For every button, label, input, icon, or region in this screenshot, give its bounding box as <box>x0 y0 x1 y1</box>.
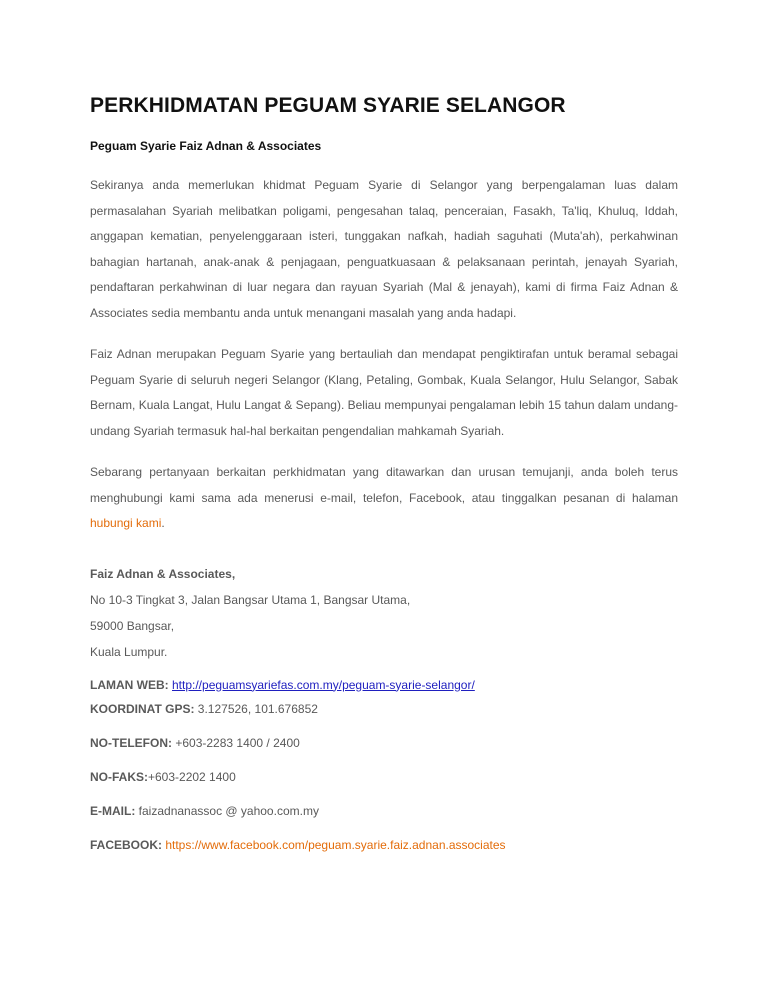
address-block <box>90 561 678 665</box>
fax-label: NO-FAKS: <box>90 769 148 784</box>
telephone-label: NO-TELEFON: <box>90 735 172 750</box>
email-value: faizadnanassoc @ yahoo.com.my <box>138 803 319 818</box>
gps-label: KOORDINAT GPS: <box>90 701 195 716</box>
firm-name: Faiz Adnan & Associates, <box>90 566 236 581</box>
telephone-value: +603-2283 1400 / 2400 <box>175 735 300 750</box>
address-line-1: No 10-3 Tingkat 3, Jalan Bangsar Utama 1, Bangsar Utama, <box>90 592 411 607</box>
facebook-link[interactable]: https://www.facebook.com/peguam.syarie.faiz.adnan.associates <box>165 837 506 852</box>
fax-row <box>90 769 678 785</box>
website-row <box>90 677 678 693</box>
contact-page-link[interactable]: hubungi kami <box>90 516 162 530</box>
page-title: PERKHIDMATAN PEGUAM SYARIE SELANGOR <box>90 94 566 117</box>
fax-value: +603-2202 1400 <box>148 769 236 784</box>
facebook-label: FACEBOOK: <box>90 837 162 852</box>
telephone-row <box>90 735 678 751</box>
email-label: E-MAIL: <box>90 803 136 818</box>
intro-paragraph: Sekiranya anda memerlukan khidmat Peguam Syarie di Selangor yang berpengalaman luas dalam permasalahan Syariah melibatkan poligami, pengesahan talaq, penceraian, Fasakh, Ta'liq, Khuluq, Iddah, anggapan kematian, penyelenggaraan isteri, tunggakan nafkah, hadiah saguhati (Muta'ah), perkahwinan bahagian hartanah, anak-anak & penjagaan, penguatkuasaan & pelaksanaan perintah, jenayah Syariah, pendaftaran perkahwinan di luar negara dan rayuan Syariah (Mal & jenayah), kami di firma Faiz Adnan & Associates sedia membantu anda untuk menangani masalah yang anda hadapi. <box>90 178 678 320</box>
address-line-2: 59000 Bangsar, <box>90 618 175 633</box>
website-link[interactable]: http://peguamsyariefas.com.my/peguam-syarie-selangor/ <box>172 677 475 692</box>
email-row <box>90 803 678 819</box>
contact-paragraph-text: Sebarang pertanyaan berkaitan perkhidmatan yang ditawarkan dan urusan temujanji, anda boleh terus menghubungi kami sama ada menerusi e-mail, telefon, Facebook, atau tinggalkan pesanan di halaman <box>90 465 678 505</box>
contact-paragraph-end: . <box>161 516 165 530</box>
document-page <box>90 92 678 853</box>
facebook-row <box>90 837 678 853</box>
gps-value: 3.127526, 101.676852 <box>197 701 318 716</box>
address-line-3: Kuala Lumpur. <box>90 644 168 659</box>
profile-paragraph: Faiz Adnan merupakan Peguam Syarie yang bertauliah dan mendapat pengiktirafan untuk beramal sebagai Peguam Syarie di seluruh negeri Selangor (Klang, Petaling, Gombak, Kuala Selangor, Hulu Selangor, Sabak Bernam, Kuala Langat, Hulu Langat & Sepang). Beliau mempunyai pengalaman lebih 15 tahun dalam undang-undang Syariah termasuk hal-hal berkaitan pengendalian mahkamah Syariah. <box>90 347 678 438</box>
page-subtitle: Peguam Syarie Faiz Adnan & Associates <box>90 139 322 153</box>
gps-row <box>90 701 678 717</box>
website-label: LAMAN WEB: <box>90 677 169 692</box>
contact-paragraph <box>90 460 678 537</box>
